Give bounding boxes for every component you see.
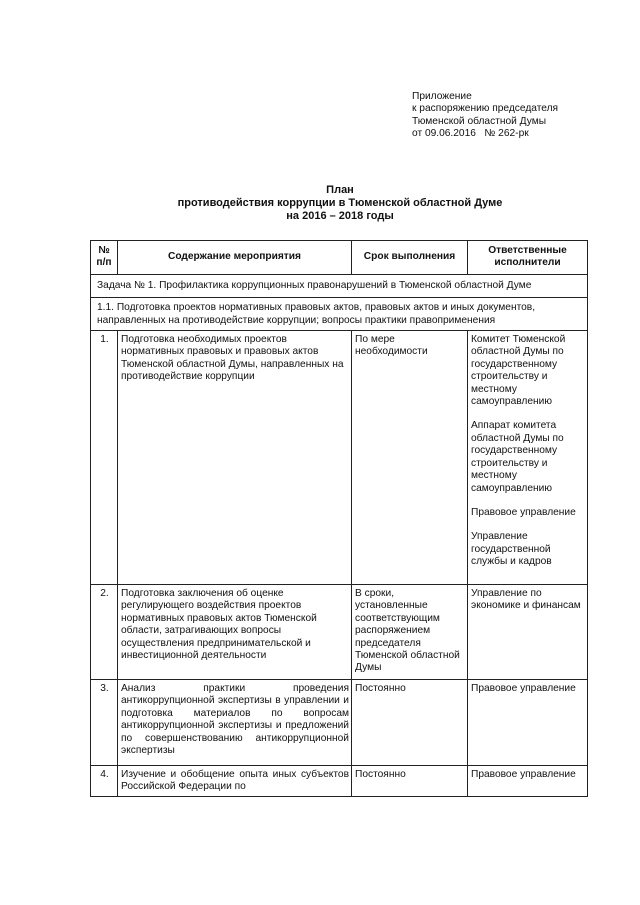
row-responsible [468, 680, 588, 766]
row-deadline: Постоянно [352, 766, 468, 797]
appendix-block [412, 91, 632, 141]
row-number: 4. [91, 766, 118, 797]
row-responsible [468, 766, 588, 797]
responsible-entry: Комитет Тюменской областной Думы по государственному строительству и местному самоуправлению [471, 334, 566, 408]
appendix-line: Тюменской областной Думы [412, 115, 547, 127]
table-row [91, 680, 588, 766]
responsible-entry: Правовое управление [471, 683, 576, 695]
responsible-entry: Управление по экономике и финансам [471, 588, 581, 612]
appendix-line: Приложение [412, 91, 472, 102]
header-number-line: № [98, 245, 110, 257]
row-deadline: В сроки, установленные соответствующим распоряжением председателя Тюменской областной Думы [352, 585, 468, 680]
responsible-entry: Управление государственной службы и кадров [471, 531, 552, 568]
header-deadline: Срок выполнения [352, 241, 468, 275]
row-number: 3. [91, 680, 118, 766]
table-row [91, 585, 588, 680]
responsible-entry: Правовое управление [471, 769, 576, 781]
row-content: Изучение и обобщение опыта иных субъектов Российской Федерации по [118, 766, 352, 797]
header-responsible-line: Ответственные [488, 245, 567, 256]
row-content: Анализ практики проведения антикоррупционной экспертизы в управлении и подготовка материалов по вопросам антикоррупционной экспертизы и предложений по совершенствованию антикоррупционной экспертизы [118, 680, 352, 766]
responsible-entry: Правовое управление [471, 506, 576, 518]
table-row [91, 766, 588, 797]
header-responsible [468, 241, 588, 275]
title-line: на 2016 – 2018 годы [286, 210, 394, 222]
title-line: противодействия коррупции в Тюменской областной Думе [177, 197, 503, 209]
row-responsible [468, 585, 588, 680]
row-content: Подготовка необходимых проектов нормативных правовых и правовых актов Тюменской областной Думы, направленных на противодействие коррупции [118, 331, 352, 585]
task-row [91, 274, 588, 297]
row-deadline: Постоянно [352, 680, 468, 766]
title-line: План [326, 184, 354, 196]
header-content: Содержание мероприятия [118, 241, 352, 275]
appendix-line: к распоряжению председателя [412, 103, 559, 115]
appendix-date-number: от 09.06.2016 № 262-рк [412, 128, 529, 140]
document-title [90, 184, 590, 223]
header-number-line: п/п [96, 257, 112, 269]
row-content: Подготовка заключения об оценке регулирующего воздействия проектов нормативных правовых актов Тюменской области, затрагивающих вопросы осуществления предпринимательской и инвестиционной деятельности [118, 585, 352, 680]
header-number [91, 241, 118, 275]
subsection-1-1: 1.1. Подготовка проектов нормативных правовых актов, правовых актов и иных документов, направленных на противодействие коррупции; вопросы практики правоприменения [91, 298, 588, 331]
subsection-row [91, 298, 588, 331]
plan-table [90, 240, 588, 797]
header-responsible-line: исполнители [494, 257, 561, 269]
row-number: 1. [91, 331, 118, 585]
row-responsible [468, 331, 588, 585]
table-header-row [91, 241, 588, 275]
row-number: 2. [91, 585, 118, 680]
task-1: Задача № 1. Профилактика коррупционных правонарушений в Тюменской областной Думе [91, 274, 588, 297]
responsible-entry: Аппарат комитета областной Думы по государственному строительству и местному самоуправлению [471, 420, 564, 494]
table-row [91, 331, 588, 585]
row-deadline: По мере необходимости [352, 331, 468, 585]
